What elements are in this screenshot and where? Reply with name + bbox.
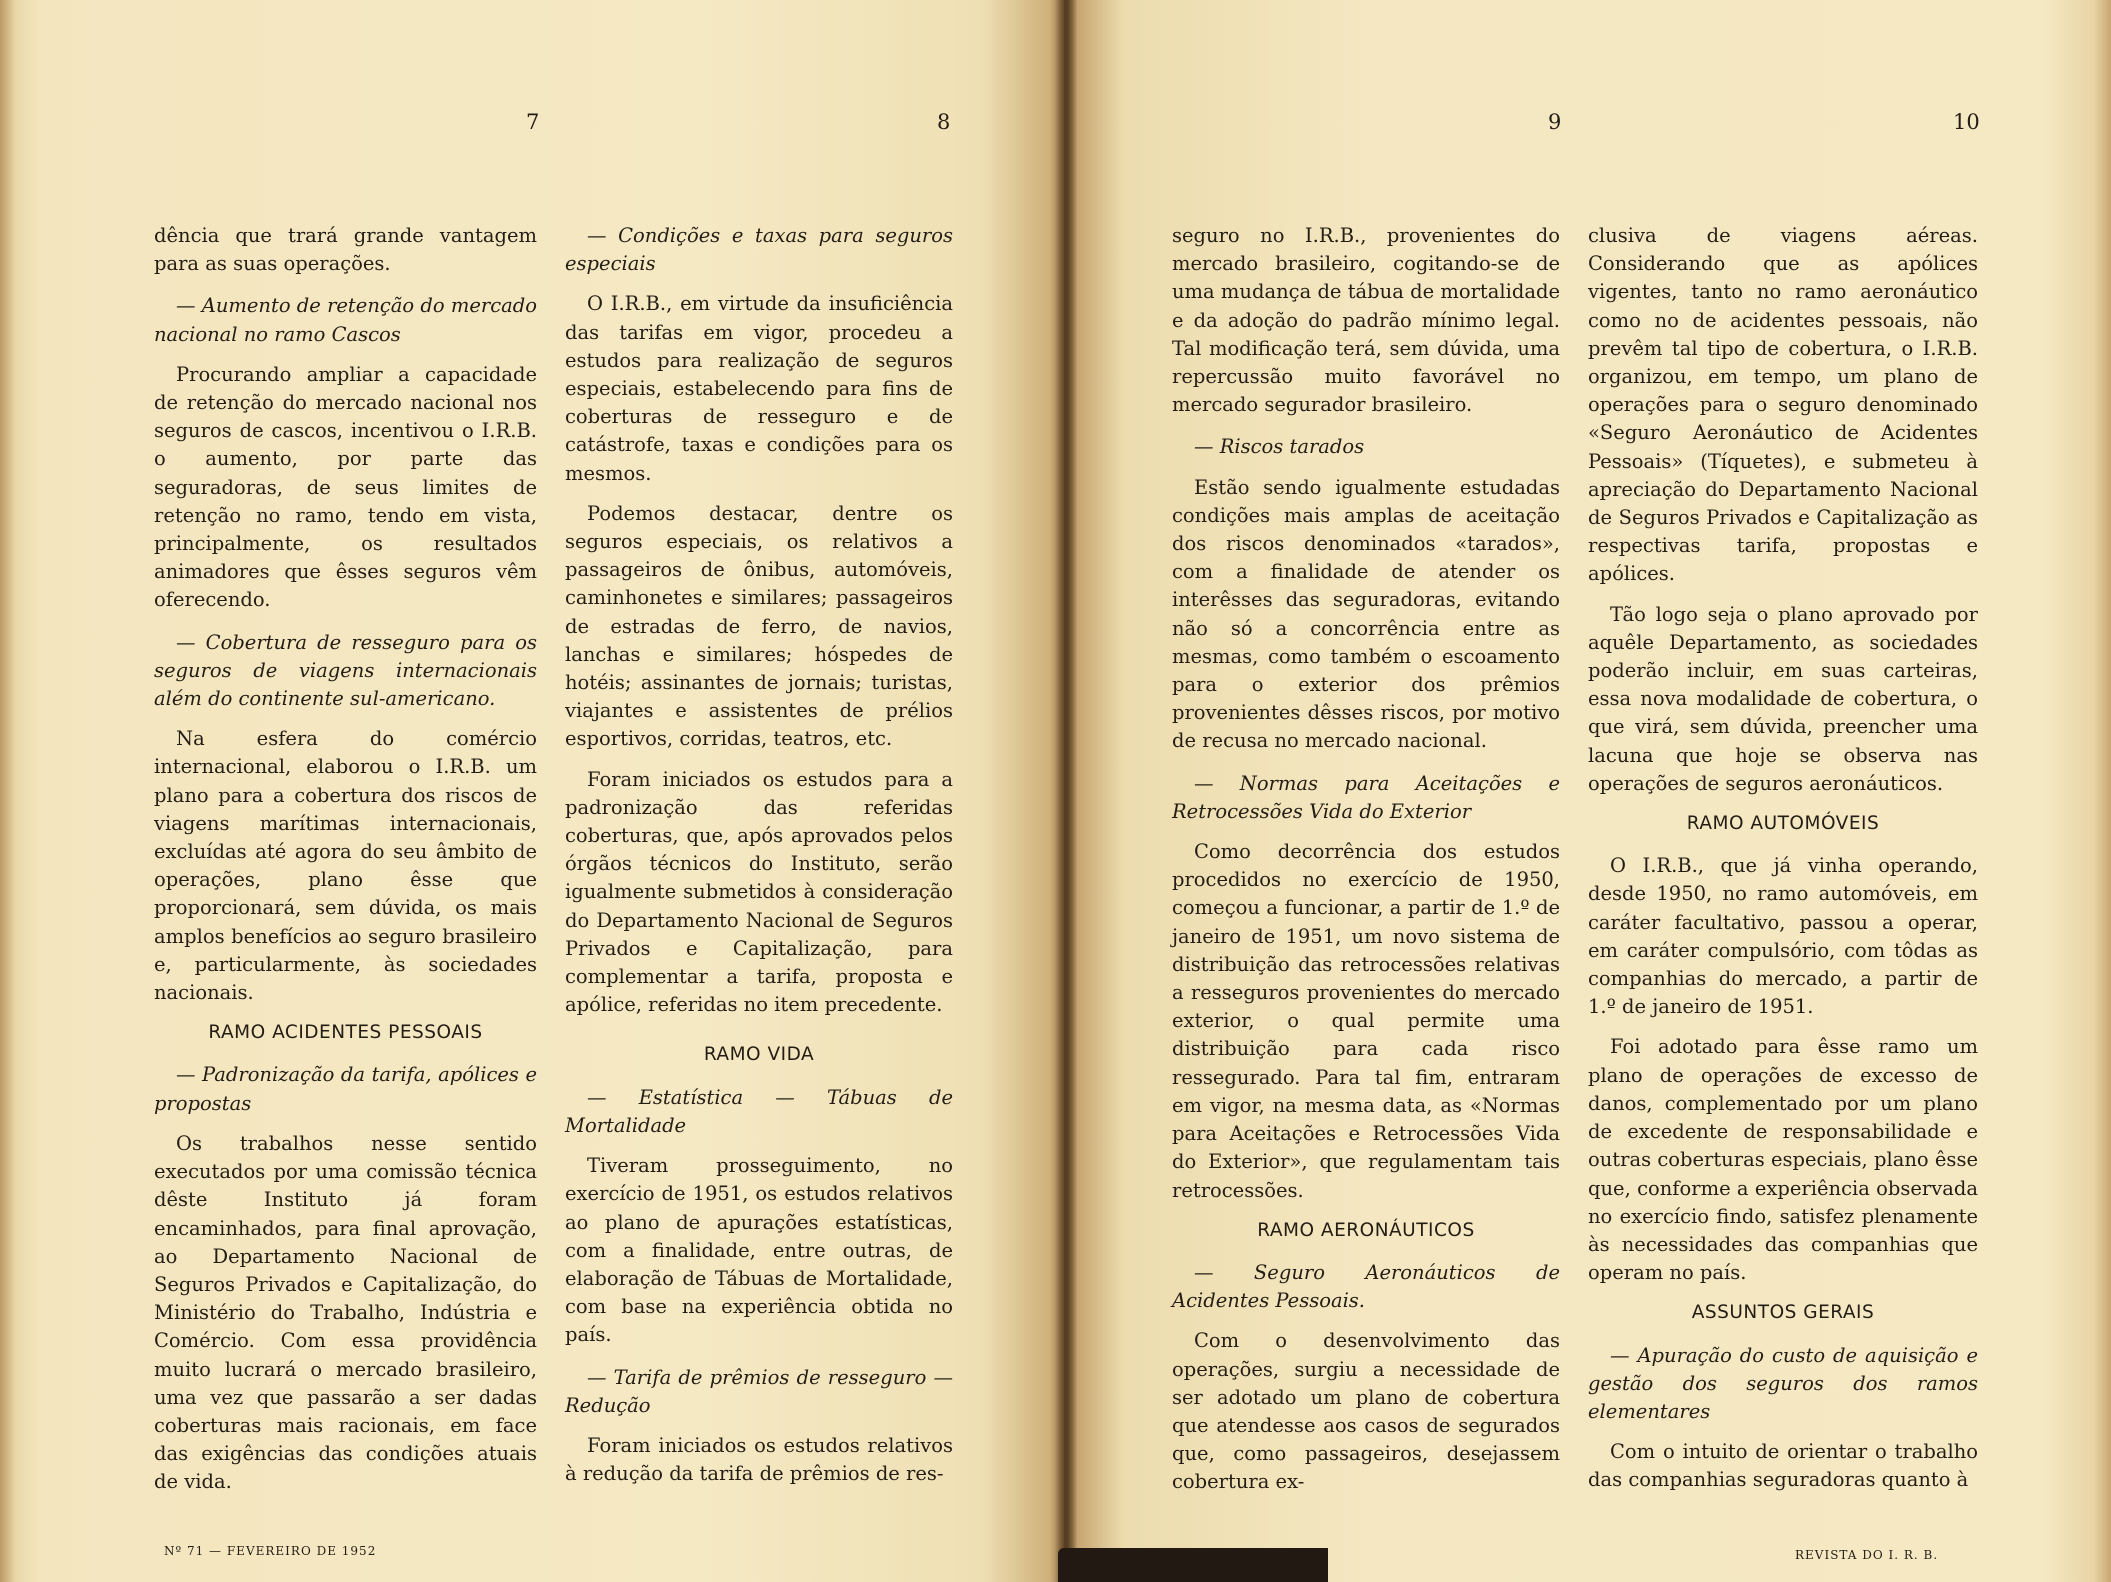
paragraph: seguro no I.R.B., provenientes do mercado brasileiro, cogitando-se de uma mudança de tábua de mortalidade e da adoção do padrão mínimo legal. Tal modificação terá, sem dúvida, uma repercussão muito favorável no mercado segurador brasileiro. [1172,224,1560,417]
section-subtitle: — Aumento de retenção do mercado nacional no ramo Cascos [154,294,537,346]
cover-edge [1058,1548,1328,1582]
paragraph: Procurando ampliar a capacidade de retenção do mercado nacional nos seguros de cascos, incentivou o I.R.B. o aumento, por parte das seguradoras, de seus limites de retenção no ramo, tendo em vista, principalmente, os resultados animadores que êsses seguros vêm oferecendo. [154,362,537,612]
section-subtitle: — Tarifa de prêmios de resseguro — Redução [565,1365,953,1417]
paragraph: Tiveram prosseguimento, no exercício de 1951, os estudos relativos ao plano de apurações estatísticas, com a finalidade, entre outras, de elaboração de Tábuas de Mortalidade, com base na experiência obtida no país. [565,1154,953,1347]
paragraph: Estão sendo igualmente estudadas condições mais amplas de aceitação dos riscos denominados «tarados», com a finalidade de atender os interêsses das seguradoras, evitando não só a concorrência entre as mesmas, como também o escoamento para o exterior dos prêmios provenientes dêsses riscos, por motivo de recusa no mercado nacional. [1172,475,1560,753]
column-page-8 [565,222,953,1500]
paragraph: dência que trará grande vantagem para as suas operações. [154,224,537,276]
section-heading: RAMO AERONÁUTICOS [1257,1219,1475,1241]
section-subtitle: — Normas para Aceitações e Retrocessões Vida do Exterior [1172,771,1560,823]
column-page-9 [1172,222,1560,1509]
section-heading: RAMO AUTOMÓVEIS [1686,813,1880,835]
section-subtitle: — Apuração do custo de aquisição e gestão dos seguros dos ramos elementares [1588,1343,1978,1423]
section-subtitle: — Padronização da tarifa, apólices e propostas [154,1063,537,1115]
paragraph: Na esfera do comércio internacional, elaborou o I.R.B. um plano para a cobertura dos riscos de viagens marítimas internacionais, excluídas até agora do seu âmbito de operações, plano êsse que proporcionará, sem dúvida, os mais amplos benefícios ao seguro brasileiro e, particularmente, às sociedades nacionais. [154,727,537,1005]
paragraph: Foram iniciados os estudos relativos à redução da tarifa de prêmios de res- [565,1433,953,1486]
footer-issue: Nº 71 — FEVEREIRO DE 1952 [164,1544,377,1558]
page-number-8: 8 [937,110,951,134]
paragraph: Foi adotado para êsse ramo um plano de operações de excesso de danos, complementado por um plano de excedente de responsabilidade e outras coberturas especiais, plano êsse que, conforme a experiência observada no exercício findo, satisfez plenamente às necessidades das companhias que operam no país. [1588,1035,1978,1285]
paragraph: Com o desenvolvimento das operações, surgiu a necessidade de ser adotado um plano de cobertura que atendesse aos casos de segurados que, como passageiros, desejassem cobertura ex- [1172,1329,1560,1494]
section-heading: ASSUNTOS GERAIS [1691,1302,1875,1324]
section-subtitle: — Riscos tarados [1194,435,1365,459]
column-page-7 [154,222,537,1509]
section-heading: RAMO ACIDENTES PESSOAIS [208,1022,483,1044]
page-number-10: 10 [1953,110,1980,134]
paragraph: Tão logo seja o plano aprovado por aquêle Departamento, as sociedades poderão incluir, em suas carteiras, essa nova modalidade de cobertura, o que virá, sem dúvida, preencher uma lacuna que hoje se observa nas operações de seguros aeronáuticos. [1588,602,1978,795]
paragraph: clusiva de viagens aéreas. Considerando que as apólices vigentes, tanto no ramo aeronáutico como no de acidentes pessoais, não prevêm tal tipo de cobertura, o I.R.B. organizou, em tempo, um plano de operações para o seguro denominado «Seguro Aeronáutico de Acidentes Pessoais» (Tíquetes), e submeteu à apreciação do Departamento Nacional de Seguros Privados e Capitalização as respectivas tarifa, propostas e apólices. [1588,224,1978,586]
book-spine [1055,0,1077,1582]
paragraph: Podemos destacar, dentre os seguros especiais, os relativos a passageiros de ônibus, automóveis, caminhonetes e similares; passageiros de estradas de ferro, de navios, lanchas e similares; hóspedes de hotéis; assinantes de jornais; turistas, viajantes e assistentes de prélios esportivos, corridas, teatros, etc. [565,501,953,751]
paragraph: Foram iniciados os estudos para a padronização das referidas coberturas, que, após aprovados pelos órgãos técnicos do Instituto, serão igualmente submetidos à consideração do Departamento Nacional de Seguros Privados e Capitalização, para complementar a tarifa, proposta e apólice, referidas no item precedente. [565,767,953,1017]
paragraph: O I.R.B., em virtude da insuficiência das tarifas em vigor, procedeu a estudos para realização de seguros especiais, estabelecendo para fins de coberturas de resseguro e de catástrofe, taxas e condições para os mesmos. [565,292,953,485]
paragraph: Os trabalhos nesse sentido executados por uma comissão técnica dêste Instituto já foram encaminhados, para final aprovação, ao Departamento Nacional de Seguros Privados e Capitalização, do Ministério do Trabalho, Indústria e Comércio. Com essa providência muito lucrará o mercado brasileiro, uma vez que passarão a ser dadas coberturas mais racionais, em face das exigências das condições atuais de vida. [154,1131,537,1494]
page-number-7: 7 [526,110,540,134]
section-subtitle: — Seguro Aeronáuticos de Acidentes Pessoais. [1172,1260,1560,1313]
section-subtitle: — Estatística — Tábuas de Mortalidade [565,1085,953,1137]
footer-publication: REVISTA DO I. R. B. [1795,1548,1939,1562]
column-page-10 [1588,222,1978,1507]
section-subtitle: — Cobertura de resseguro para os seguros de viagens internacionais além do continente sul-americano. [154,630,537,711]
paragraph: Com o intuito de orientar o trabalho das companhias seguradoras quanto à [1588,1440,1978,1492]
paragraph: Como decorrência dos estudos procedidos no exercício de 1950, começou a funcionar, a partir de 1.º de janeiro de 1951, um novo sistema de distribuição das retrocessões relativas a resseguros provenientes do mercado exterior, o qual permite uma distribuição para cada risco ressegurado. Para tal fim, entraram em vigor, na mesma data, as «Normas para Aceitações e Retrocessões Vida do Exterior», que regulamentam tais retrocessões. [1172,840,1560,1202]
section-heading: RAMO VIDA [703,1044,815,1066]
paragraph: O I.R.B., que já vinha operando, desde 1950, no ramo automóveis, em caráter facultativo, passou a operar, em caráter compulsório, com tôdas as companhias do mercado, a partir de 1.º de janeiro de 1951. [1588,854,1978,1019]
page-number-9: 9 [1548,110,1562,134]
section-subtitle: — Condições e taxas para seguros especiais [565,224,953,276]
